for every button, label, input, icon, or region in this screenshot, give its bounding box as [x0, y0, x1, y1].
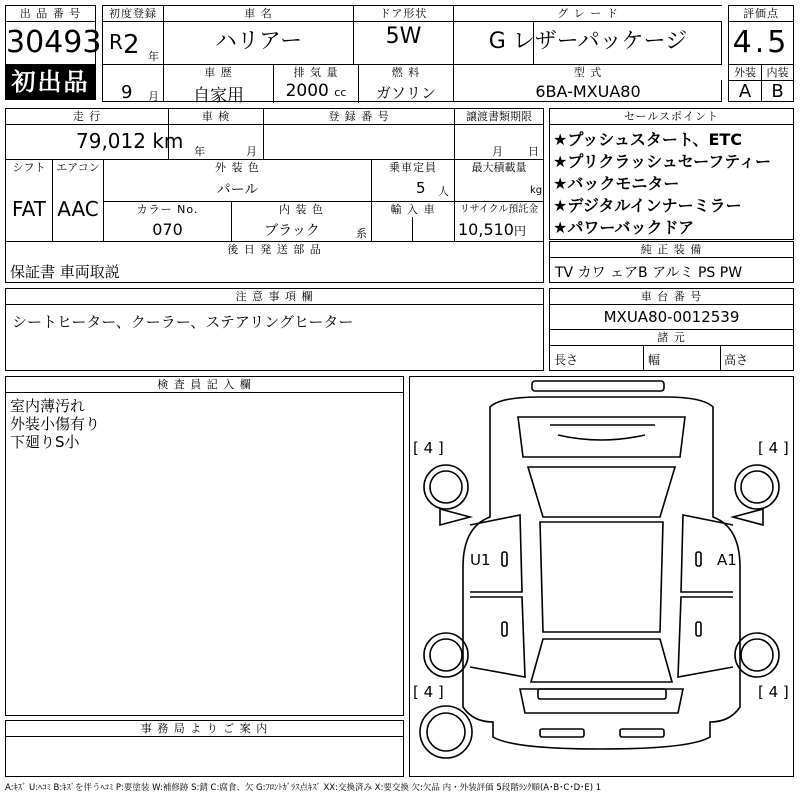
int-color: ブラック: [264, 223, 320, 239]
year-unit: 年: [148, 50, 159, 63]
chassis-box: [549, 288, 794, 371]
tire-mark-rl: [ 4 ]: [413, 683, 444, 701]
inspector-box: [5, 376, 404, 716]
selling-point: ★パワーバックドア: [553, 218, 695, 237]
reg-month: 9: [121, 82, 133, 103]
shift: FAT: [11, 197, 46, 221]
era-mark: R: [109, 30, 123, 54]
width-label: 幅: [648, 353, 661, 367]
capacity: 5: [416, 179, 426, 197]
exterior-grade: A: [738, 81, 752, 102]
lot-number-label: 出 品 番 号: [6, 6, 95, 22]
selling-point: ★プッシュスタート、ETC: [553, 130, 743, 149]
equipment: TV カワ ェアB アルミ PS PW: [555, 265, 743, 281]
inspection-year-unit: 年: [194, 145, 205, 158]
ext-color: パール: [216, 182, 259, 198]
car-diagram-svg: [410, 377, 793, 776]
capacity-unit: 人: [438, 185, 449, 198]
chassis-number: MXUA80-0012539: [550, 305, 793, 330]
grade-label: グ レ ー ド: [454, 6, 722, 21]
chassis-label: 車 台 番 号: [550, 289, 793, 305]
ac-label: エアコン: [53, 160, 103, 175]
model-code-label: 型 式: [454, 65, 722, 80]
inspection-label: 車 検: [169, 109, 263, 124]
score-label: 評価点: [729, 6, 793, 22]
interior-label: 内装: [762, 65, 793, 81]
capacity-label: 乗車定員: [372, 160, 454, 175]
height-label: 高さ: [724, 353, 749, 367]
displacement-label: 排 気 量: [274, 65, 358, 80]
selling-points-box: [549, 108, 794, 240]
selling-point: ★バックモニター: [553, 174, 680, 193]
vehicle-header-table: [102, 5, 722, 106]
mileage: 79,012 km: [76, 129, 184, 153]
lot-number: 30493: [6, 25, 102, 60]
fuel-label: 燃 料: [359, 65, 453, 80]
damage-mark-right: A1: [717, 551, 737, 569]
max-load-unit: kg: [530, 185, 543, 196]
color-no: 070: [152, 220, 183, 239]
model-code: 6BA-MXUA80: [535, 82, 641, 101]
lot-number-box: [5, 5, 102, 65]
first-reg-label: 初度登録: [103, 6, 163, 21]
ext-color-label: 外 装 色: [104, 160, 371, 175]
equipment-label: 純 正 装 備: [550, 242, 793, 258]
vehicle-detail-table: [5, 108, 544, 283]
tire-mark-rr: [ 4 ]: [758, 683, 789, 701]
transfer-day-unit: 日: [528, 145, 539, 158]
plate-label: 登 録 番 号: [264, 109, 454, 124]
mileage-label: 走 行: [6, 109, 168, 124]
int-color-label: 内 装 色: [232, 202, 371, 217]
inspector-label: 検 査 員 記 入 欄: [6, 377, 403, 393]
length-label: 長さ: [554, 353, 579, 367]
history: 自家用: [193, 86, 244, 106]
max-load-label: 最大積載量: [455, 160, 543, 175]
notes-label: 注 意 事 項 欄: [6, 289, 543, 305]
notes-box: [5, 288, 544, 371]
import-label: 輸 入 車: [372, 202, 454, 217]
grade: G レザーパッケージ: [488, 29, 688, 54]
int-color-unit: 系: [356, 227, 367, 240]
recycle-amount: 10,510円: [458, 220, 526, 239]
office-label: 事 務 局 よ り ご 案 内: [6, 721, 403, 737]
inspector-note: 室内薄汚れ: [10, 397, 86, 415]
inspector-note: 外装小傷有り: [10, 415, 101, 433]
ac: AAC: [57, 197, 99, 221]
dims-label: 諸 元: [550, 330, 793, 346]
displacement: 2000 cc: [285, 81, 347, 101]
equipment-box: [549, 241, 794, 283]
tire-mark-fr: [ 4 ]: [758, 439, 789, 457]
color-no-label: カラー No.: [104, 202, 231, 217]
score-box: [728, 5, 794, 102]
selling-point: ★デジタルインナーミラー: [553, 196, 742, 215]
door-type: 5W: [385, 24, 422, 49]
score: 4.5: [732, 25, 790, 60]
tire-mark-fl: [ 4 ]: [413, 439, 444, 457]
first-listing-badge: 初出品: [5, 65, 96, 100]
transfer-month-unit: 月: [492, 145, 503, 158]
selling-point: ★プリクラッシュセーフティー: [553, 152, 772, 171]
shift-label: シフト: [6, 160, 52, 175]
office-box: [5, 720, 404, 777]
car-name-label: 車 名: [164, 6, 353, 21]
inspector-note: 下廻りS小: [10, 433, 80, 451]
exterior-label: 外装: [729, 65, 761, 81]
interior-grade: B: [771, 81, 784, 102]
transfer-label: 譲渡書類期限: [455, 109, 543, 124]
inspection-month-unit: 月: [246, 145, 257, 158]
later-parts-label: 後 日 発 送 部 品: [6, 242, 543, 257]
month-unit: 月: [148, 90, 159, 103]
recycle-label: リサイクル預託金: [455, 202, 543, 217]
damage-mark-left: U1: [470, 551, 491, 569]
door-label: ドア形状: [354, 6, 453, 21]
history-label: 車 歴: [164, 65, 273, 80]
damage-diagram: [409, 376, 794, 777]
fuel: ガソリン: [375, 84, 436, 102]
legend: A:ｷｽﾞ U:ﾍｺﾐ B:ｷｽﾞを伴うﾍｺﾐ P:要塗装 W:補修跡 S:錆 C:腐食、欠 G:ﾌﾛﾝﾄｶﾞﾗｽ点ｷｽﾞ XX:交換済み X:要交換 欠:欠品 内・外装評価 5段階ﾗﾝｸ順(A･B･C･D･E) 1: [5, 783, 602, 793]
car-name: ハリアー: [214, 29, 303, 54]
notes: シートヒーター、クーラー、ステアリングヒーター: [12, 313, 354, 331]
selling-points-label: セールスポイント: [550, 109, 793, 125]
reg-year: 2: [123, 30, 140, 60]
later-parts: 保証書 車両取説: [10, 263, 120, 281]
